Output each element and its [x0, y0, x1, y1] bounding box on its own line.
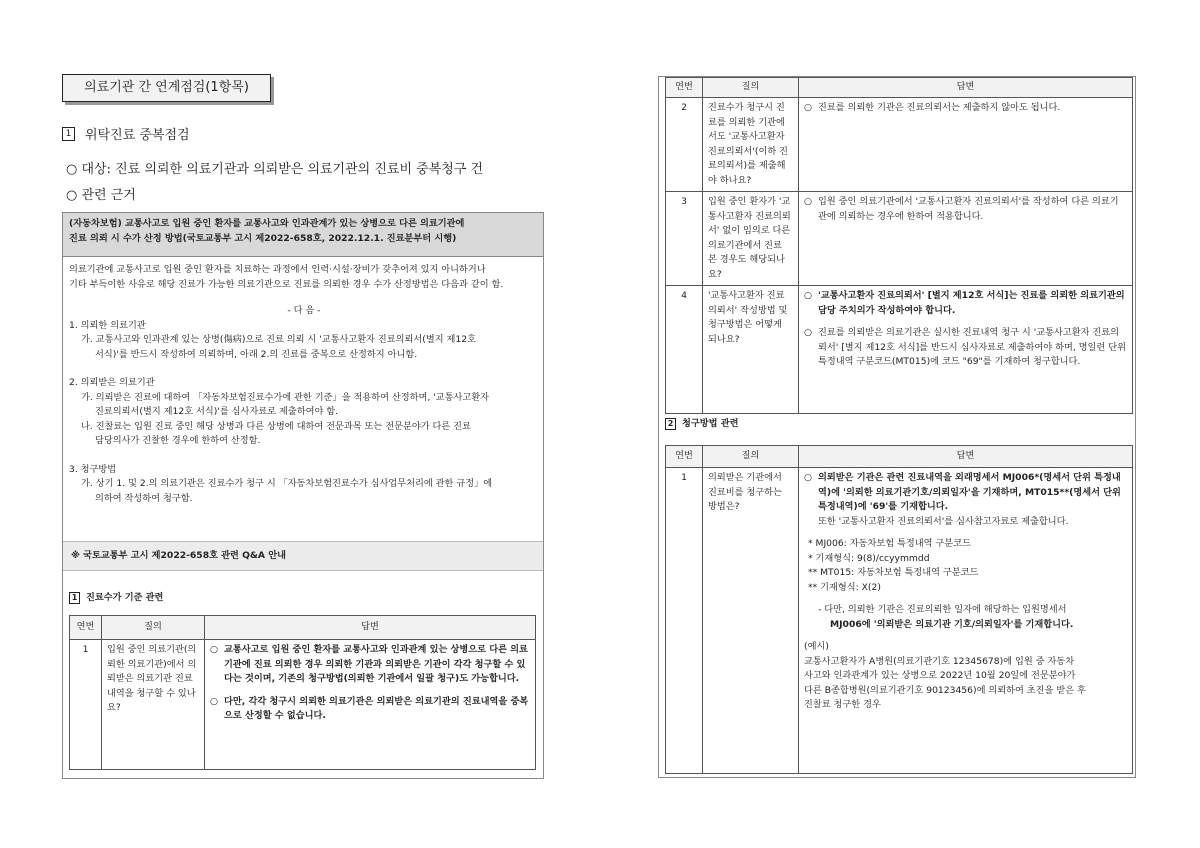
subsection-heading — [69, 591, 163, 606]
subsection-number: 2 — [665, 418, 676, 430]
row-number: 1 — [70, 640, 102, 770]
col-header-no: 연번 — [70, 616, 102, 640]
table-header-row — [666, 446, 1133, 468]
col-header-answer: 답변 — [799, 78, 1133, 98]
law-intro-line: 기타 부득이한 사유로 해당 진료가 가능한 의료기관으로 진료를 의뢰한 경우 수가 산정방법은 다음과 같이 함. — [69, 278, 504, 290]
table-row — [666, 98, 1133, 192]
example-line: 다른 B종합병원(의료기관기호 90123456)에 의뢰하여 초진을 받은 후 — [804, 684, 1086, 696]
col-header-question: 질의 — [703, 446, 799, 468]
law-header-line: 진료 의뢰 시 수가 산정 방법(국토교통부 고시 제2022-658호, 2022.12.1. 진료분부터 시행) — [69, 232, 457, 244]
table-row — [666, 192, 1133, 286]
law-item-line: 담당의사가 진찰한 경우에 한하여 산정함. — [95, 435, 261, 446]
col-header-question: 질의 — [703, 78, 799, 98]
table-row — [666, 468, 1133, 774]
law-body — [69, 263, 539, 506]
target-bullet: ○ 대상: 진료 의뢰한 의료기관과 의뢰받은 의료기관의 진료비 중복청구 건 — [66, 162, 484, 177]
col-header-no: 연번 — [666, 446, 703, 468]
table-row — [666, 286, 1133, 414]
code-note: * MJ006: 자동차보험 특정내역 구분코드 — [808, 538, 971, 549]
qa-table-fee-continued — [665, 77, 1133, 414]
row-answer: ○ '교통사고환자 진료의뢰서' [별지 제12호 서식]는 진료를 의뢰한 의료기관의 담당 주치의가 작성하여야 합니다. ○ 진료를 의뢰받은 의료기관은 실시한 진료내역 청구 시 '교통사고환자 진료의뢰서' [별지 제12호 서식]를 반드시 심사자료로 제출하여야 하며, 명일련 단위 특정내역 구분코드(MT015)에 코드 "69"를 기재하여 청구합니다. — [799, 286, 1133, 414]
law-item-line: 가. 상기 1. 및 2.의 의료기관은 진료수가 청구 시 「자동차보험진료수가 심사업무처리에 관한 규정」에 — [81, 478, 493, 489]
row-question: 의뢰받은 기관에서 진료비를 청구하는 방법은? — [703, 468, 799, 774]
section-number: 1 — [62, 127, 75, 141]
row-number: 1 — [666, 468, 703, 774]
subsection-title: 청구방법 관련 — [682, 418, 739, 429]
law-item-line: 진료의뢰서(별지 제12호 서식)'를 심사자료로 제출하여야 함. — [95, 406, 339, 417]
law-header-line: (자동차보험) 교통사고로 입원 중인 환자를 교통사고와 인과관계가 있는 상병으로 다른 의료기관에 — [69, 218, 465, 229]
answer-text: 교통사고로 입원 중인 환자를 교통사고와 인과관계 있는 상병으로 다른 의료기관에 진료 의뢰한 경우 의뢰한 기관과 의뢰받은 기관이 각각 청구할 수 있다는 것이며, 기존의 청구방법(의뢰한 기관에서 일괄 청구)도 가능합니다. — [224, 644, 528, 684]
row-question: 입원 중인 환자가 '교통사고환자 진료의뢰서' 없이 임의로 다른 의료기관에서 진료 본 경우도 해당되나요? — [703, 192, 799, 286]
example-line: 진찰료 청구한 경우 — [804, 699, 881, 710]
example-label: (예시) — [804, 641, 829, 652]
answer-text: 진료를 의뢰받은 의료기관은 실시한 진료내역 청구 시 '교통사고환자 진료의뢰서' [별지 제12호 서식]를 반드시 심사자료로 제출하여야 하며, 명일련 단위 특정내역 구분코드(MT015)에 코드 "69"를 기재하여 청구합니다. — [818, 327, 1126, 367]
code-note: ** 기재형식: X(2) — [808, 581, 881, 593]
law-daum: - 다 음 - — [287, 305, 321, 316]
example-line: 교통사고환자가 A병원(의료기관기호 12345678)에 입원 중 자동차 — [804, 655, 1075, 667]
answer-text: 입원 중인 의료기관에서 '교통사고환자 진료의뢰서'를 작성하여 다른 의료기관에 의뢰하는 경우에 한하여 적용합니다. — [818, 196, 1119, 222]
table-row — [70, 640, 536, 770]
page-title: 의료기관 간 연계점검(1항목) — [62, 74, 271, 102]
row-question: '교통사고환자 진료의뢰서' 작성방법 및 청구방법은 어떻게 되나요? — [703, 286, 799, 414]
answer-text: 다만, 각각 청구시 의뢰한 의료기관은 의뢰받은 의료기관의 진료내역을 중복으로 산정할 수 없습니다. — [224, 695, 529, 721]
law-item: 1. 의뢰한 의료기관 — [69, 319, 146, 331]
code-note: ** MT015: 자동차보험 특정내역 구분코드 — [808, 567, 979, 578]
law-item-line: 가. 교통사고와 인과관계 있는 상병(傷病)으로 진료 의뢰 시 '교통사고환자 진료의뢰서(별지 제12호 — [81, 334, 476, 345]
row-answer: ○ 의뢰받은 기관은 관련 진료내역을 외래명세서 MJ006*(명세서 단위 특정내역)에 '의뢰한 의료기관기호/의뢰일자'을 기재하며, MT015**(명세서 단위 특정내역)에 '69'를 기재합니다. 또한 '교통사고환자 진료의뢰서'를 심사참고자료로 제출합니다. * MJ006: 자동차보험 특정내역 구분코드 * 기재형식: 9(8)/ccyymmdd ** MT015: 자동차보험 특정내역 구분코드 ** 기재형식: X(2) - 다만, 의뢰한 기관은 진료의뢰한 일자에 해당하는 입원명세서 MJ006에 '의뢰받은 의료기관 기호/의뢰일자'를 기재합니다. (예시) 교통사고환자가 A병원(의료기관기호 12345678)에 입원 중 자동차 사고와 인과관계가 있는 상병으로 2022년 10월 20일에 전문분야가 다른 B종합병원(의료기관기호 90123456)에 의뢰하여 초진을 받은 후 진찰료 청구한 경우 — [799, 468, 1133, 774]
col-header-question: 질의 — [102, 616, 205, 640]
col-header-no: 연번 — [666, 78, 703, 98]
table-header-row — [70, 616, 536, 640]
law-item-line: 나. 진찰료는 입원 진료 중인 해당 상병과 다른 상병에 대하여 전문과목 또는 전문분야가 다른 진료 — [81, 420, 471, 432]
code-note: * 기재형식: 9(8)/ccyymmdd — [808, 552, 930, 564]
law-box-header — [63, 213, 543, 257]
col-header-answer: 답변 — [205, 616, 536, 640]
law-item-line: 가. 의뢰받은 진료에 대하여 「자동차보험진료수가에 관한 기준」을 적용하여 산정하며, '교통사고환자 — [81, 391, 490, 403]
law-item-line: 서식)'를 반드시 작성하여 의뢰하며, 아래 2.의 진료를 중복으로 산정하지 아니함. — [95, 348, 418, 360]
answer-text: 의뢰받은 기관은 관련 진료내역을 외래명세서 MJ006*(명세서 단위 특정내역)에 '의뢰한 의료기관기호/의뢰일자'을 기재하며, MT015**(명세서 단위 특정내역)에 '69'를 기재합니다. — [818, 472, 1121, 512]
exception-line: MJ006에 '의뢰받은 의료기관 기호/의뢰일자'를 기재합니다. — [830, 618, 1074, 630]
row-question: 진료수가 청구시 진료를 의뢰한 기관에서도 '교통사고환자 진료의뢰서'(이하 진료의뢰서)를 제출해야 하나요? — [703, 98, 799, 192]
table-header-row — [666, 78, 1133, 98]
law-item: 2. 의뢰받은 의료기관 — [69, 377, 155, 388]
row-answer: ○ 교통사고로 입원 중인 환자를 교통사고와 인과관계 있는 상병으로 다른 의료기관에 진료 의뢰한 경우 의뢰한 기관과 의뢰받은 기관이 각각 청구할 수 있다는 것이며, 기존의 청구방법(의뢰한 기관에서 일괄 청구)도 가능합니다. ○ 다만, 각각 청구시 의뢰한 의료기관은 의뢰받은 의료기관의 진료내역을 중복으로 산정할 수 없습니다. — [205, 640, 536, 770]
law-item-line: 의하여 작성하여 청구함. — [95, 492, 193, 504]
row-number: 2 — [666, 98, 703, 192]
answer-text: 또한 '교통사고환자 진료의뢰서'를 심사참고자료로 제출합니다. — [818, 515, 1069, 527]
basis-bullet: ○ 관련 근거 — [66, 188, 136, 203]
row-number: 4 — [666, 286, 703, 414]
example-line: 사고와 인과관계가 있는 상병으로 2022년 10월 20일에 전문분야가 — [804, 670, 1076, 681]
subsection-number: 1 — [69, 592, 80, 604]
qa-notice-bar: ※ 국토교통부 고시 제2022-658호 관련 Q&A 안내 — [63, 541, 543, 571]
exception-line: - 다만, 의뢰한 기관은 진료의뢰한 일자에 해당하는 입원명세서 — [818, 604, 1067, 615]
col-header-answer: 답변 — [799, 446, 1133, 468]
row-question: 입원 중인 의료기관(의뢰한 의료기관)에서 의뢰받은 의료기관 진료내역을 청구할 수 있나요? — [102, 640, 205, 770]
answer-text: '교통사고환자 진료의뢰서' [별지 제12호 서식]는 진료를 의뢰한 의료기관의 담당 주치의가 작성하여야 합니다. — [818, 290, 1125, 316]
section-heading — [62, 124, 190, 143]
row-answer: ○ 입원 중인 의료기관에서 '교통사고환자 진료의뢰서'를 작성하여 다른 의료기관에 의뢰하는 경우에 한하여 적용합니다. — [799, 192, 1133, 286]
qa-table-fee — [69, 615, 536, 770]
law-intro-line: 의료기관에 교통사고로 입원 중인 환자를 치료하는 과정에서 인력·시설·장비가 갖추어져 있지 아니하거나 — [69, 264, 486, 275]
row-number: 3 — [666, 192, 703, 286]
law-item: 3. 청구방법 — [69, 463, 117, 475]
section-title: 위탁진료 중복점검 — [85, 128, 190, 143]
row-answer: ○ 진료를 의뢰한 기관은 진료의뢰서는 제출하지 않아도 됩니다. — [799, 98, 1133, 192]
code-notes — [804, 537, 1127, 595]
law-box — [62, 212, 544, 779]
subsection-heading — [665, 417, 738, 432]
qa-table-claim — [665, 445, 1133, 774]
subsection-title: 진료수가 기준 관련 — [86, 592, 164, 603]
right-page-box — [658, 76, 1136, 778]
answer-text: 진료를 의뢰한 기관은 진료의뢰서는 제출하지 않아도 됩니다. — [818, 102, 1061, 113]
